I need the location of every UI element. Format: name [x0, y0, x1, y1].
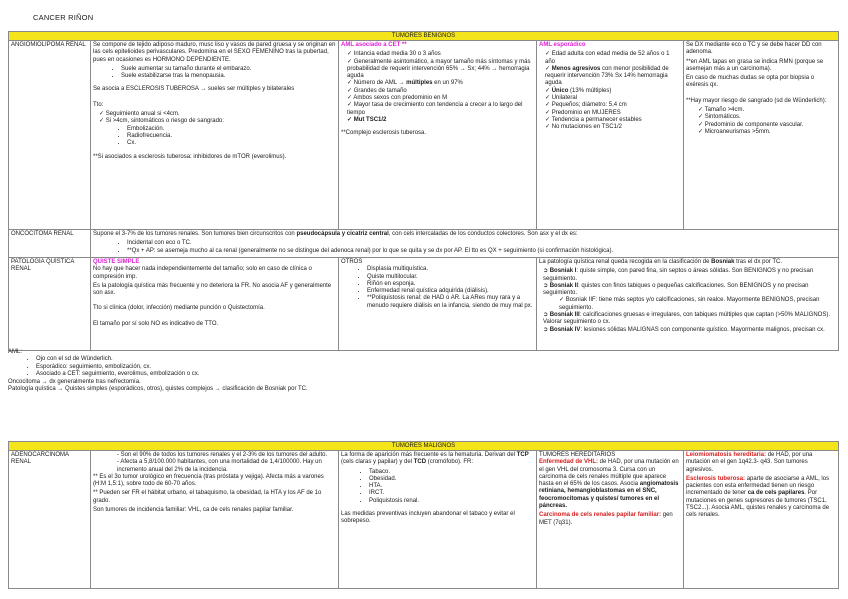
benign-header: TUMORES BENIGNOS — [9, 32, 839, 41]
malignant-tumors-table — [8, 441, 839, 589]
hereditary-tumors-cell: TUMORES HEREDITARIOS Enfermedad de VHL: de HAD, por una mutación en el gen VHL del cromosoma 3. Cursa con un carcinoma de cels renales múltiple que aparece hasta en el 65% de los casos. Asocia angiomatosis retiniana, hemangioblastomas en el SNC, feocromocitomas y quistes/ tumores en el páncreas. Carcinoma de cels renales papilar familiar: gen MET (7q31). — [537, 451, 684, 589]
row-label-oncocitoma: ONCOCITOMA RENAL — [9, 230, 91, 258]
angio-description-cell: Se compone de tejido adiposo maduro, musc liso y vasos de pared gruesa y se originan en las cels epitelioides perivasculares. Predomina en el SEXO FEMENINO tras la pubertad, pues en ocasiones es HORMONO DEPENDIENTE. • Suele aumentar su tamaño durante el embarazo. • Suele estabilizarse tras la menopausia. Se asocia a ESCLEROSIS TUBEROSA → sueles ser múltiples y bilaterales Tto: ✓ Seguimiento anual si <4cm. ✓ Si >4cm, sintomáticos o riesgo de sangrado: • Embolización. • Radiofrecuencia. • Cx. **Si asociados a esclerosis tuberosa: inhibidores de mTOR (everolimus). — [91, 41, 339, 230]
quiste-simple-heading: QUISTE SIMPLE — [93, 259, 140, 265]
malignant-header: TUMORES MALIGNOS — [9, 442, 839, 451]
aml-cet-cell: AML asociado a CET ** ✓ Intancia edad media 30 o 3 años ✓ Generalmente asintomático, a mayor tamaño más síntomas y más probabilidad de requerir intervención 65% → Sx; 44% → hemorragia aguda ✓ Número de AML → múltiples en un 97% ✓ Grandes de tamaño ✓ Ambos sexos con predominio en M ✓ Mayor tasa de crecimiento con tendencia a crecer a lo largo del tiempo ✓ Mut TSC1/2 **Complejo esclerosis tuberosa. — [339, 41, 537, 230]
angio-diagnosis-cell: Se DX mediante eco o TC y se debe hacer DD con adenoma. **en AML tapas en grasa se indica RMN (porque se asemejan más a un carcinoma). En caso de muchas dudas se opta por biopsia o exéresis qx. **Hay mayor riesgo de sangrado (sd de Wünderlich): ✓ Tamaño >4cm. ✓ Sintomáticos. ✓ Predominio de componente vascular. ✓ Microaneurismas >5mm. — [684, 41, 839, 230]
aml-cet-heading: AML asociado a CET ** — [341, 42, 407, 48]
aml-esporadico-cell: AML esporádico ✓ Edad adulta con edad media de 52 años o 1 año ✓ Menos agresivos con menor posibilidad de requerir intervención 73% Sx 14% hemorragia aguda ✓ Único (13% múltiples) ✓ Unilateral ✓ Pequeños; diámetro: 5,4 cm ✓ Predominio en MUJERES ✓ Tendencia a permanecer estables ✓ No mutaciones en TSC1/2 — [537, 41, 684, 230]
document-title: CANCER RIÑON — [33, 13, 94, 22]
aml-esporadico-heading: AML esporádico — [539, 42, 586, 48]
otros-quistes-cell: OTROS • Displasia multiquística. • Quiste multilocular. • Riñón en esponja. • Enfermedad renal quística adquirida (diálisis). • **Poliquistosis renal: de HAD o AR. La ARes muy rara y a menudo requiere diálisis en la infancia, siendo de muy mal px. — [339, 258, 537, 351]
adeno-risk-factors-cell: La forma de aparición más frecuente es la hematuria. Derivan del TCP (cels claras y papilar) y del TCD (cromófobo). FR: • Tabaco. • Obesidad. • HTA. • IRCT. • Poliquistosis renal. Las medidas preventivas incluyen abandonar el tabaco y evitar el sobrepeso. — [339, 451, 537, 589]
quiste-simple-cell: QUISTE SIMPLE No hay que hacer nada independientemente del tamaño; solo en caso de clínica o compresión imp. Es la patología quística más frecuente y no deteriora la FR. No asocia AF y generalmente son asx. Tto si clínica (dolor, infección) mediante punción o Quistectomía. El tamaño por sí solo NO es indicativo de TTO. — [91, 258, 339, 351]
summary-block: AML: • Ojo con el sd de Wünderlich. • Esporádico: seguimiento, embolización, cx. • Asociado a CET: seguimiento, everolimus, embolización o cx. Oncocitoma → dx generalmente tras nefrectomía. Patología quística → Quistes simples (esporádicos, otros), quistes complejos → clasificación de Bosniak por TC. — [8, 349, 838, 393]
row-label-adenocarcinoma: ADENOCARCINOMA RENAL — [9, 451, 91, 589]
benign-tumors-table — [8, 31, 839, 351]
row-label-patologia-quistica: PATOLOGÍA QUÍSTICA RENAL — [9, 258, 91, 351]
bosniak-cell: La patología quística renal queda recogida en la clasificación de Bosniak tras el dx por TC. ➲ Bosniak I: quiste simple, con pared fina, sin septos o áreas sólidas. Son BENIGNOS y no precisan seguimiento. ➲ Bosniak II: quistes con finos tabiques o pequeñas calcificaciones. Son BENIGNOS y no precisan seguimiento. ✓ Bosniak IIF: tiene más septos y/o calcificaciones, sin realce. Mayormente BENIGNOS, precisan seguimiento. ➲ Bosniak III: calcificaciones gruesas e irregulares, con tabiques múltiples que captan (>50% MALIGNOS). Valorar seguimiento o cx. ➲ Bosniak IV: lesiones sólidas MALIGNAS con componente quístico. Mayormente malignos, precisan cx. — [537, 258, 839, 351]
row-label-angiomiolipoma: ANGIOMIOLIPOMA RENAL — [9, 41, 91, 230]
other-hereditary-cell: Leiomiomatosis hereditaria: de HAD, por una mutación en el gen 1q42.3- q43. Son tumores agresivos. Esclerosis tuberosa: aparte de asociarse a AML, los pacientes con esta enfermedad tienen un riesgo incrementado de tener ca de cels papilares. Por mutaciones en genes supresores de tumores (TSC1, TSC2...). Asocia AML, quistes renales y carcinoma de cels renales. — [684, 451, 839, 589]
otros-heading: OTROS — [341, 259, 363, 265]
adeno-epidemiology-cell: - Son el 90% de todos los tumores renales y el 2-3% de los tumores del adulto. - Afecta a 5,8/100.000 habitantes, con una mortalidad de 1,4/100000. Hay un incremento anual del 2% de la incidencia. ** Es el 3o tumor urológico en frecuencia (tras próstata y vejiga). Afecta más a varones (H:M 1,5:1), sobre todo de 60-70 años. ** Pueden ser FR el hábitat urbano, el tabaquismo, la obesidad, la HTA y los AF de 1o grado. Son tumores de incidencia familiar: VHL, ca de cels renales papilar familiar. — [91, 451, 339, 589]
hereditary-heading: TUMORES HEREDITARIOS — [539, 452, 616, 458]
oncocitoma-cell: Supone el 3-7% de los tumores renales. Son tumores bien circunscritos con pseudocápsula y cicatriz central, con cels intercaladas de los conductos colectores. Son asx y el dx es: • Incidental con eco o TC. • **Qx + AP: se asemeja mucho al ca renal (generalmente no se distingue del adenoca renal) por lo que se quita y se dx por AP. El tto es QX + seguimiento (si confirmación histológica). — [91, 230, 839, 258]
